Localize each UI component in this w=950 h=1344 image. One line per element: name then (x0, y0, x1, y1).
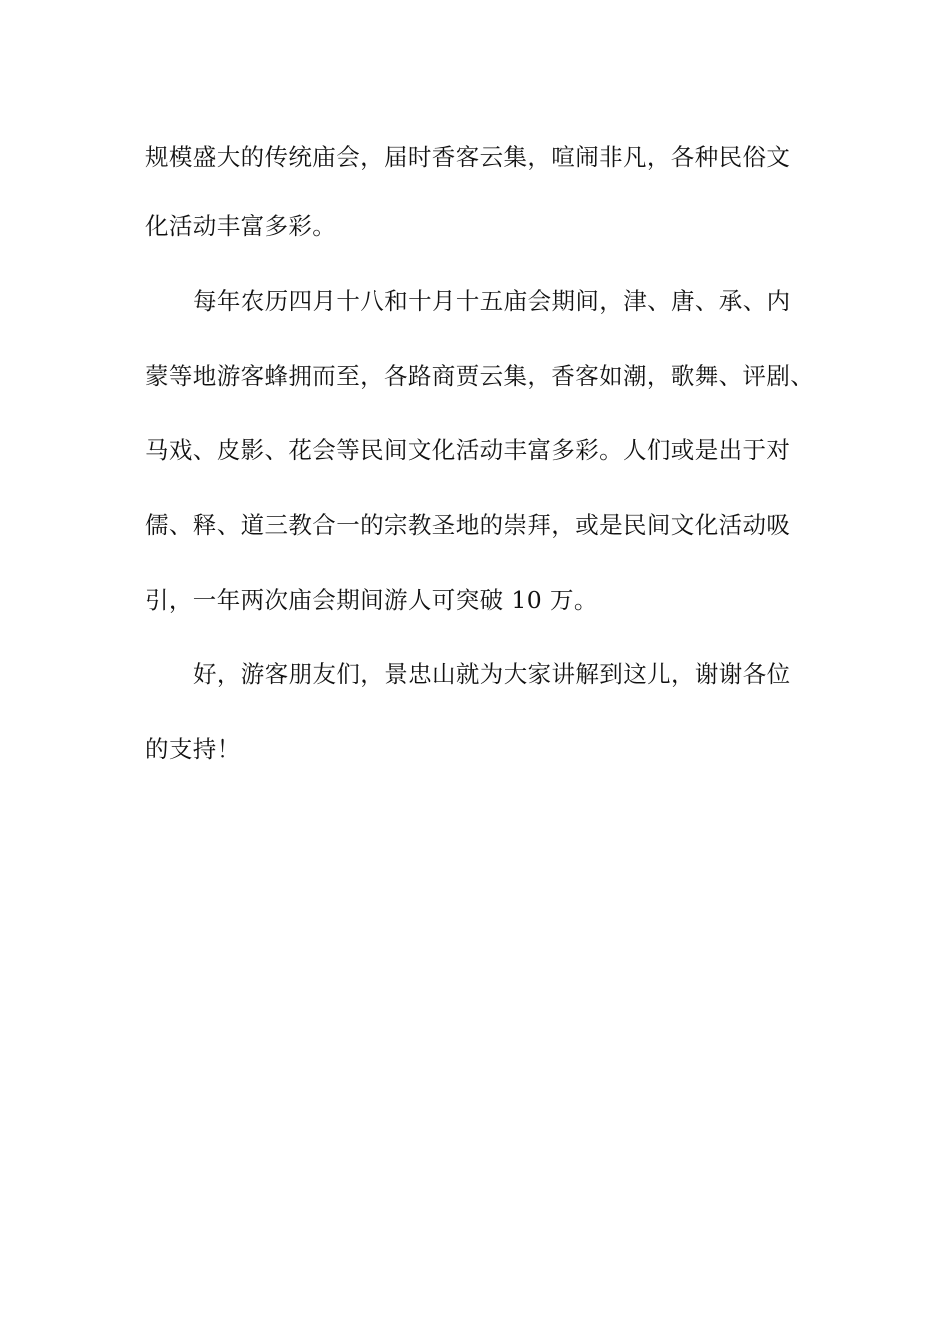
paragraph-2-line-2: 蒙等地游客蜂拥而至，各路商贾云集，香客如潮，歌舞、评剧、 (145, 362, 815, 390)
paragraph-3-line-2: 的支持！ (145, 735, 241, 763)
paragraph-3-line-1: 好，游客朋友们，景忠山就为大家讲解到这儿，谢谢各位 (193, 660, 791, 688)
paragraph-2-line-5: 引，一年两次庙会期间游人可突破 10 万。 (145, 586, 598, 614)
paragraph-2-line-4: 儒、释、道三教合一的宗教圣地的崇拜，或是民间文化活动吸 (145, 511, 791, 539)
paragraph-2-line-3: 马戏、皮影、花会等民间文化活动丰富多彩。人们或是出于对 (145, 436, 791, 464)
paragraph-1-line-1: 规模盛大的传统庙会，届时香客云集，喧闹非凡，各种民俗文 (145, 143, 791, 171)
paragraph-1-line-2: 化活动丰富多彩。 (145, 212, 337, 240)
paragraph-2-line-1: 每年农历四月十八和十月十五庙会期间，津、唐、承、内 (193, 287, 791, 315)
